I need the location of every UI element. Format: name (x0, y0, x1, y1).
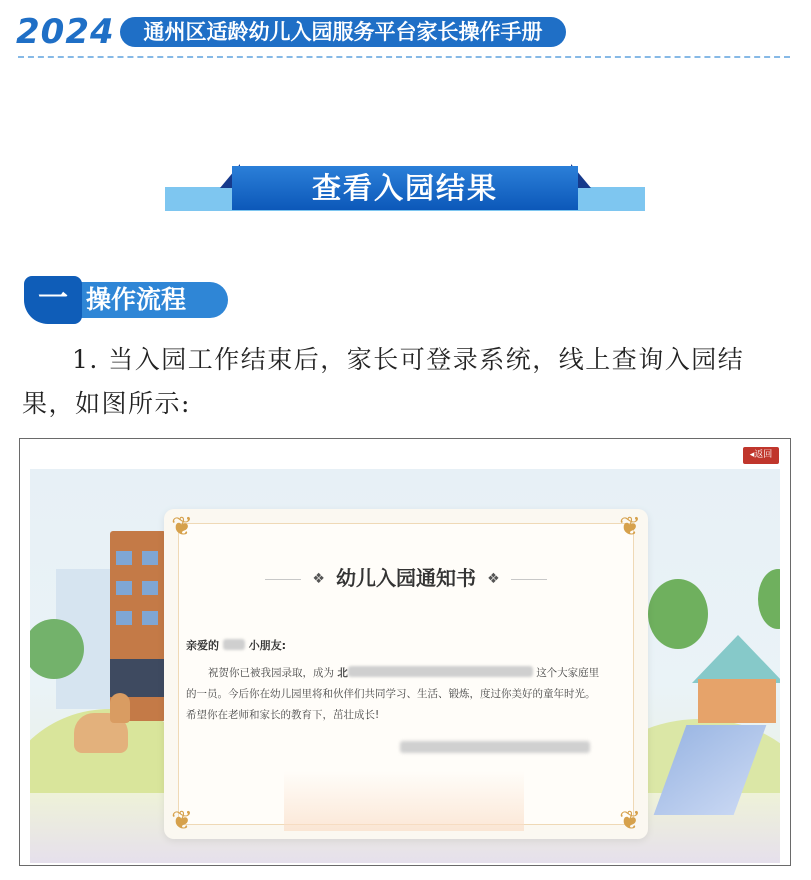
result-screenshot (19, 438, 791, 866)
redacted-child-name (223, 639, 245, 650)
step-number: 一 (24, 276, 82, 324)
tree-far-right (758, 569, 780, 629)
title-rule-right (511, 579, 547, 580)
playhouse-roof (692, 635, 780, 683)
step-heading (20, 276, 230, 328)
diamond-icon: ❖ (487, 571, 500, 587)
redacted-kindergarten-name (348, 666, 533, 677)
back-button-label: 返回 (754, 450, 773, 460)
rocking-horse-head (110, 693, 130, 723)
back-button[interactable] (743, 447, 779, 464)
school-building-base (110, 659, 166, 697)
corner-ornament-icon: ❦ (171, 512, 193, 542)
manual-title: 通州区适龄幼儿入园服务平台家长操作手册 (120, 17, 566, 47)
redacted-signature (400, 741, 590, 753)
certificate-title-row (164, 563, 648, 593)
section-title: 查看入园结果 (232, 166, 578, 210)
back-arrow-icon: ◂ (749, 450, 755, 460)
window (116, 581, 132, 595)
step-label: 操作流程 (68, 282, 228, 318)
window (116, 551, 132, 565)
window (142, 581, 158, 595)
corner-ornament-icon: ❦ (171, 806, 193, 836)
certificate-greeting: 亲爱的 小朋友: (186, 639, 287, 652)
playhouse (698, 679, 776, 723)
admission-certificate (164, 509, 648, 839)
instruction-paragraph: 1. 当入园工作结束后，家长可登录系统，线上查询入园结果，如图所示: (22, 345, 745, 418)
window (142, 551, 158, 565)
page-header (0, 0, 811, 60)
certificate-title: 幼儿入园通知书 (336, 566, 476, 590)
title-rule-left (265, 579, 301, 580)
city-skyline-decoration (284, 771, 524, 831)
header-divider (18, 56, 790, 58)
certificate-body: 祝贺你已被我园录取，成为 北 这个大家庭里的一员。今后你在幼儿园里将和伙伴们共同学习、生活、锻炼，度过你美好的童年时光。希望你在老师和家长的教育下，茁壮成长! (186, 667, 600, 721)
manual-year: 2024 (16, 12, 115, 52)
window (116, 611, 132, 625)
corner-ornament-icon: ❦ (619, 806, 641, 836)
diamond-icon: ❖ (312, 571, 325, 587)
illustration-background (30, 469, 780, 863)
corner-ornament-icon: ❦ (619, 512, 641, 542)
window (142, 611, 158, 625)
